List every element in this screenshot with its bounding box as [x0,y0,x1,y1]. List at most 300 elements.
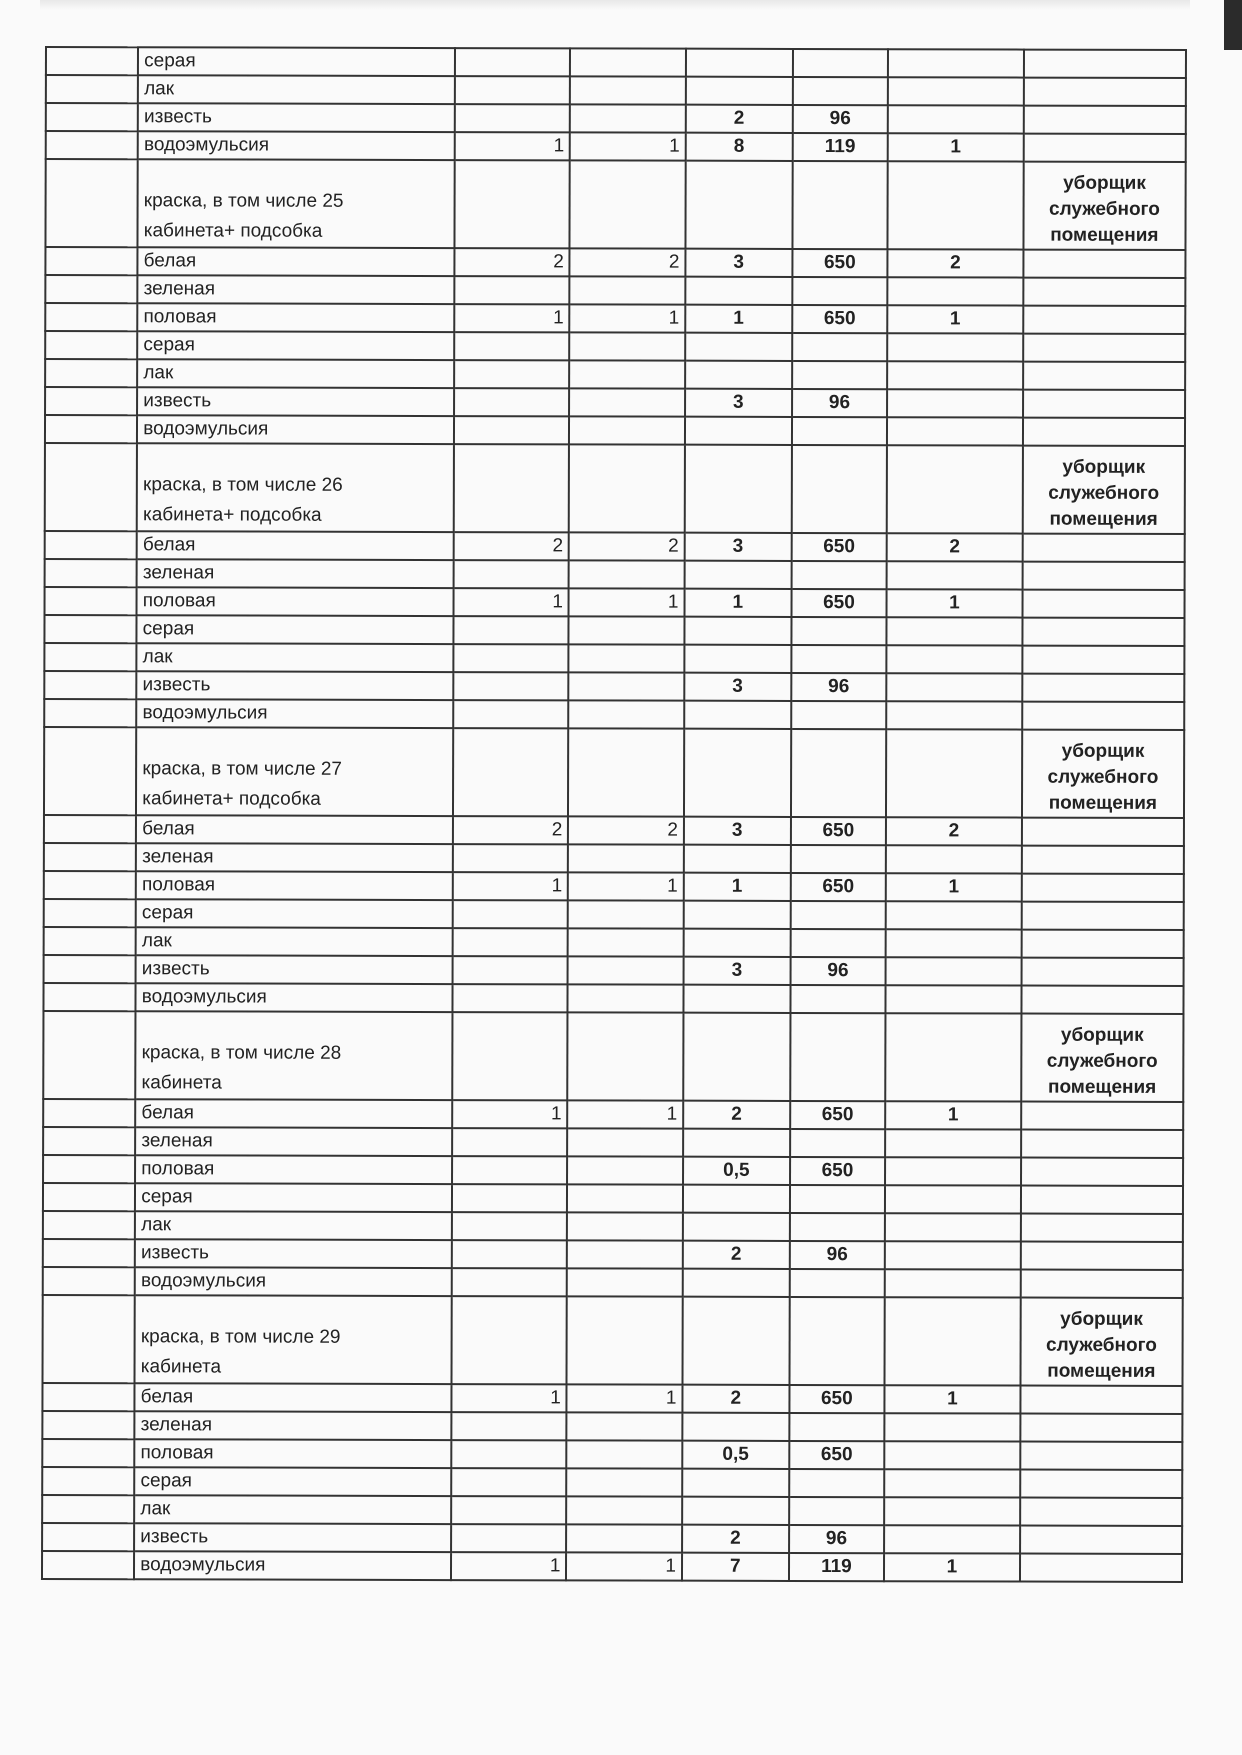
qty-cell-2 [570,332,686,360]
price-cell: 650 [790,1157,886,1185]
role-line: уборщик [1060,1024,1144,1046]
qty-cell-2 [568,956,684,984]
table-row [44,955,1184,986]
role-cell [1021,1186,1183,1214]
qty-cell-3 [683,1013,790,1101]
table-row [46,47,1186,78]
table-row [45,359,1185,390]
qty-cell-2 [568,928,684,956]
qty-cell-3 [683,985,790,1013]
role-line: служебного [1047,766,1159,788]
price-cell: 650 [789,1441,885,1469]
qty-cell-5: 2 [887,533,1023,561]
table-row [44,643,1184,674]
qty-cell-3: 1 [684,589,791,617]
qty-cell-5 [888,105,1024,133]
qty-cell-1 [452,928,568,956]
role-line: служебного [1046,1334,1157,1356]
qty-cell-5: 2 [886,817,1022,845]
index-cell [43,1183,135,1211]
price-cell [791,729,887,817]
material-name-cell: водоэмульсия [137,415,454,444]
qty-cell-2 [567,1496,683,1524]
qty-cell-1 [452,1184,568,1212]
qty-cell-1 [452,1212,568,1240]
qty-cell-5 [885,1269,1021,1297]
index-cell [44,871,136,899]
price-cell: 650 [792,249,888,277]
price-cell [792,417,888,445]
material-name-cell: водоэмульсия [134,1551,451,1580]
qty-cell-2: 2 [568,816,684,844]
index-cell [43,1239,135,1267]
role-cell [1021,874,1183,902]
index-cell [45,531,137,559]
qty-cell-2 [568,1128,684,1156]
qty-cell-1 [454,360,570,388]
role-cell [1020,1270,1182,1298]
role-cell [1023,134,1185,162]
table-row [44,699,1184,730]
section-title-line: кабинета [141,1072,222,1094]
qty-cell-1: 1 [451,1552,567,1580]
role-cell [1023,418,1185,446]
index-cell [45,275,137,303]
qty-cell-2 [569,672,685,700]
qty-cell-1 [454,332,570,360]
qty-cell-2 [569,388,685,416]
table-row [43,1099,1183,1130]
qty-cell-5 [888,77,1024,105]
table-row [43,1239,1183,1270]
qty-cell-5: 2 [888,249,1024,277]
price-cell [789,1413,885,1441]
index-cell [44,927,136,955]
qty-cell-2: 2 [570,248,686,276]
table-row [44,899,1184,930]
table-row [45,387,1185,418]
section-title-cell [137,443,454,532]
qty-cell-3 [684,701,791,729]
qty-cell-1: 1 [451,1384,567,1412]
role-cell [1022,674,1184,702]
qty-cell-1 [451,1524,567,1552]
qty-cell-5: 1 [887,305,1023,333]
qty-cell-5 [887,445,1023,533]
qty-cell-5: 1 [884,1553,1020,1581]
role-cell [1022,590,1184,618]
price-cell [789,1469,885,1497]
role-cell [1021,1102,1183,1130]
price-cell [792,77,888,105]
index-cell [43,1267,135,1295]
material-name-cell: водоэмульсия [136,699,453,728]
price-cell [790,929,886,957]
material-name-cell: лак [137,643,454,672]
role-cell [1021,986,1183,1014]
qty-cell-5 [887,417,1023,445]
material-name-cell: серая [136,899,453,928]
role-cell [1022,562,1184,590]
role-cell [1020,1526,1182,1554]
role-cell [1022,618,1184,646]
price-cell [792,361,888,389]
qty-cell-3: 0,5 [682,1441,789,1469]
role-line: помещения [1050,224,1159,246]
table-row [46,75,1186,106]
role-cell [1021,1130,1183,1158]
section-title-line: краска, в том числе 29 [140,1326,341,1348]
material-name-cell: зеленая [135,1411,452,1440]
qty-cell-5 [885,1157,1021,1185]
table-row [43,1267,1183,1298]
qty-cell-3: 3 [684,673,791,701]
qty-cell-3 [683,1213,790,1241]
role-cell [1021,1214,1183,1242]
qty-cell-5 [886,701,1022,729]
section-title-line: краска, в том числе 28 [141,1042,342,1064]
qty-cell-5 [887,645,1023,673]
qty-cell-5 [886,985,1022,1013]
qty-cell-2 [568,900,684,928]
qty-cell-1 [452,984,568,1012]
index-cell [44,615,136,643]
qty-cell-2: 1 [568,1100,684,1128]
index-cell [45,359,137,387]
price-cell [792,277,888,305]
qty-cell-2 [566,1524,682,1552]
qty-cell-5 [887,561,1023,589]
qty-cell-1 [452,1268,568,1296]
material-name-cell: зеленая [137,559,454,588]
qty-cell-1 [452,956,568,984]
price-cell: 96 [789,1241,885,1269]
qty-cell-3 [685,445,792,533]
material-name-cell: белая [135,1099,452,1128]
qty-cell-1: 1 [453,872,569,900]
qty-cell-1 [452,1156,568,1184]
qty-cell-3: 0,5 [683,1157,790,1185]
table-row [42,1467,1182,1498]
role-line: служебного [1048,482,1160,504]
index-cell [43,983,135,1011]
qty-cell-1 [451,1412,567,1440]
qty-cell-2: 1 [570,304,686,332]
qty-cell-5 [885,1413,1021,1441]
qty-cell-5 [884,1525,1020,1553]
role-cell [1024,50,1186,78]
index-cell [46,47,138,75]
index-cell [44,699,136,727]
material-name-cell: водоэмульсия [135,1267,452,1296]
qty-cell-3 [685,361,792,389]
qty-cell-5 [885,1013,1021,1101]
qty-cell-1: 2 [453,816,569,844]
price-cell [792,333,888,361]
qty-cell-3 [685,417,792,445]
table-row [45,559,1185,590]
table-row [44,871,1184,902]
qty-cell-5 [885,1241,1021,1269]
material-name-cell: белая [137,531,454,560]
index-cell [43,1099,135,1127]
section-title-cell [136,727,453,816]
material-name-cell: водоэмульсия [138,131,455,160]
index-cell [42,1551,134,1579]
price-cell: 650 [792,305,888,333]
price-cell: 119 [789,1553,885,1581]
qty-cell-5 [884,1469,1020,1497]
index-cell [44,727,136,815]
qty-cell-1 [453,844,569,872]
role-cell [1021,1014,1184,1102]
scan-edge-mark [1224,0,1242,50]
qty-cell-3 [684,845,791,873]
index-cell [46,75,138,103]
qty-cell-5 [886,673,1022,701]
qty-cell-3 [685,561,792,589]
qty-cell-3: 2 [686,105,793,133]
qty-cell-2 [569,560,685,588]
material-name-cell: зеленая [135,1127,452,1156]
qty-cell-1 [454,388,570,416]
price-cell: 119 [792,133,888,161]
index-cell [42,1467,134,1495]
role-cell [1023,306,1185,334]
price-cell [789,1269,885,1297]
qty-cell-5: 1 [888,133,1024,161]
qty-cell-2: 1 [568,872,684,900]
qty-cell-3 [684,929,791,957]
material-name-cell: серая [134,1467,451,1496]
qty-cell-2 [568,1012,684,1100]
role-line: помещения [1048,792,1158,814]
index-cell [44,955,136,983]
price-cell: 650 [789,1385,885,1413]
table-row [42,1439,1182,1470]
material-name-cell: серая [135,1183,452,1212]
qty-cell-2 [570,76,686,104]
price-cell: 96 [792,105,888,133]
material-name-cell: серая [137,615,454,644]
qty-cell-3: 7 [682,1553,789,1581]
material-name-cell: лак [136,927,453,956]
role-cell [1020,1554,1182,1582]
qty-cell-3: 2 [683,1101,790,1129]
qty-cell-2 [569,444,685,532]
index-cell [45,303,137,331]
index-cell [43,1155,135,1183]
qty-cell-3 [682,1413,789,1441]
qty-cell-2 [570,360,686,388]
qty-cell-1 [453,700,569,728]
qty-cell-1 [453,560,569,588]
qty-cell-3: 2 [682,1385,789,1413]
qty-cell-5 [884,1497,1020,1525]
table-row [44,927,1184,958]
qty-cell-1: 2 [454,248,570,276]
material-name-cell: серая [137,331,454,360]
qty-cell-3: 1 [685,305,792,333]
qty-cell-1 [452,1012,568,1100]
index-cell [45,587,137,615]
table-row [45,303,1185,334]
role-cell [1020,1298,1183,1386]
qty-cell-5 [888,49,1024,77]
role-cell [1020,1498,1182,1526]
price-cell: 650 [790,873,886,901]
material-name-cell: серая [138,47,455,76]
index-cell [44,899,136,927]
role-cell [1024,78,1186,106]
price-cell: 96 [789,1525,885,1553]
price-cell [789,1297,885,1385]
price-cell [790,901,886,929]
qty-cell-5 [886,929,1022,957]
qty-cell-5: 1 [885,1101,1021,1129]
materials-table-body [42,47,1186,1582]
index-cell [46,131,138,159]
price-cell: 96 [792,389,888,417]
role-cell [1021,958,1183,986]
qty-cell-2 [570,104,686,132]
qty-cell-5 [888,161,1024,249]
qty-cell-1: 2 [454,532,570,560]
role-line: помещения [1049,508,1158,530]
table-row [43,1127,1183,1158]
table-row [45,415,1185,446]
qty-cell-5 [885,1213,1021,1241]
table-row [42,1523,1182,1554]
qty-cell-2 [568,728,684,816]
price-cell: 650 [791,533,887,561]
qty-cell-1 [452,1240,568,1268]
material-name-cell: половая [134,1439,451,1468]
qty-cell-3: 2 [683,1241,790,1269]
role-line: служебного [1049,198,1160,220]
index-cell [44,843,136,871]
qty-cell-1: 1 [455,132,571,160]
qty-cell-5 [886,957,1022,985]
material-name-cell: лак [135,1211,452,1240]
qty-cell-1 [454,416,570,444]
role-cell [1021,1242,1183,1270]
table-row [42,1495,1182,1526]
index-cell [42,1383,134,1411]
qty-cell-5 [885,1297,1021,1385]
section-title-line: краска, в том числе 27 [142,758,343,780]
index-cell [43,1127,135,1155]
index-cell [44,671,136,699]
role-cell [1023,390,1185,418]
section-header-row [45,443,1185,534]
qty-cell-2 [567,1240,683,1268]
qty-cell-5: 1 [887,589,1023,617]
index-cell [45,415,137,443]
qty-cell-3: 3 [685,249,792,277]
section-title-cell [138,159,455,248]
index-cell [45,331,137,359]
qty-cell-3 [686,77,793,105]
table-row [45,531,1185,562]
table-row [42,1551,1182,1582]
table-row [44,843,1184,874]
qty-cell-2: 1 [567,1384,683,1412]
material-name-cell: лак [134,1495,451,1524]
role-line: уборщик [1062,456,1146,478]
qty-cell-3 [685,333,792,361]
qty-cell-5: 1 [885,1385,1021,1413]
qty-cell-1 [451,1496,567,1524]
table-row [42,1383,1182,1414]
scan-shadow [40,0,1190,10]
table-row [44,815,1184,846]
qty-cell-3 [683,1185,790,1213]
qty-cell-2 [567,1268,683,1296]
price-cell [790,1185,886,1213]
role-cell [1020,1470,1182,1498]
index-cell [42,1295,134,1383]
qty-cell-1 [454,160,570,248]
material-name-cell: белая [136,815,453,844]
index-cell [45,387,137,415]
qty-cell-5 [887,389,1023,417]
qty-cell-2 [569,416,685,444]
qty-cell-2 [567,1440,683,1468]
qty-cell-2: 1 [570,132,686,160]
qty-cell-3 [684,617,791,645]
qty-cell-2 [569,644,685,672]
materials-table [41,46,1187,1583]
role-cell [1023,162,1186,250]
table-row [46,131,1186,162]
material-name-cell: половая [137,587,454,616]
role-cell [1021,1158,1183,1186]
section-header-row [43,1011,1183,1102]
qty-cell-2: 2 [569,532,685,560]
material-name-cell: белая [138,247,455,276]
material-name-cell: водоэмульсия [136,983,453,1012]
qty-cell-1 [453,616,569,644]
material-name-cell: известь [138,103,455,132]
role-cell [1022,846,1184,874]
index-cell [42,1495,134,1523]
section-title-line: кабинета+ подсобка [143,220,323,242]
role-cell [1020,1442,1182,1470]
role-line: помещения [1047,1076,1157,1098]
price-cell: 650 [791,589,887,617]
price-cell: 96 [791,673,887,701]
table-row [43,1155,1183,1186]
qty-cell-3 [683,1269,790,1297]
price-cell [790,985,886,1013]
role-line: уборщик [1060,1308,1143,1330]
price-cell [791,701,887,729]
qty-cell-3 [683,1129,790,1157]
table-row [45,275,1185,306]
table-row [44,615,1184,646]
role-cell [1023,250,1185,278]
role-cell [1021,930,1183,958]
role-cell [1023,334,1185,362]
qty-cell-3 [684,729,791,817]
qty-cell-3: 3 [685,533,792,561]
qty-cell-5 [886,729,1022,817]
role-cell [1022,534,1184,562]
table-row [43,1183,1183,1214]
role-line: уборщик [1063,172,1146,194]
qty-cell-5 [885,1185,1021,1213]
